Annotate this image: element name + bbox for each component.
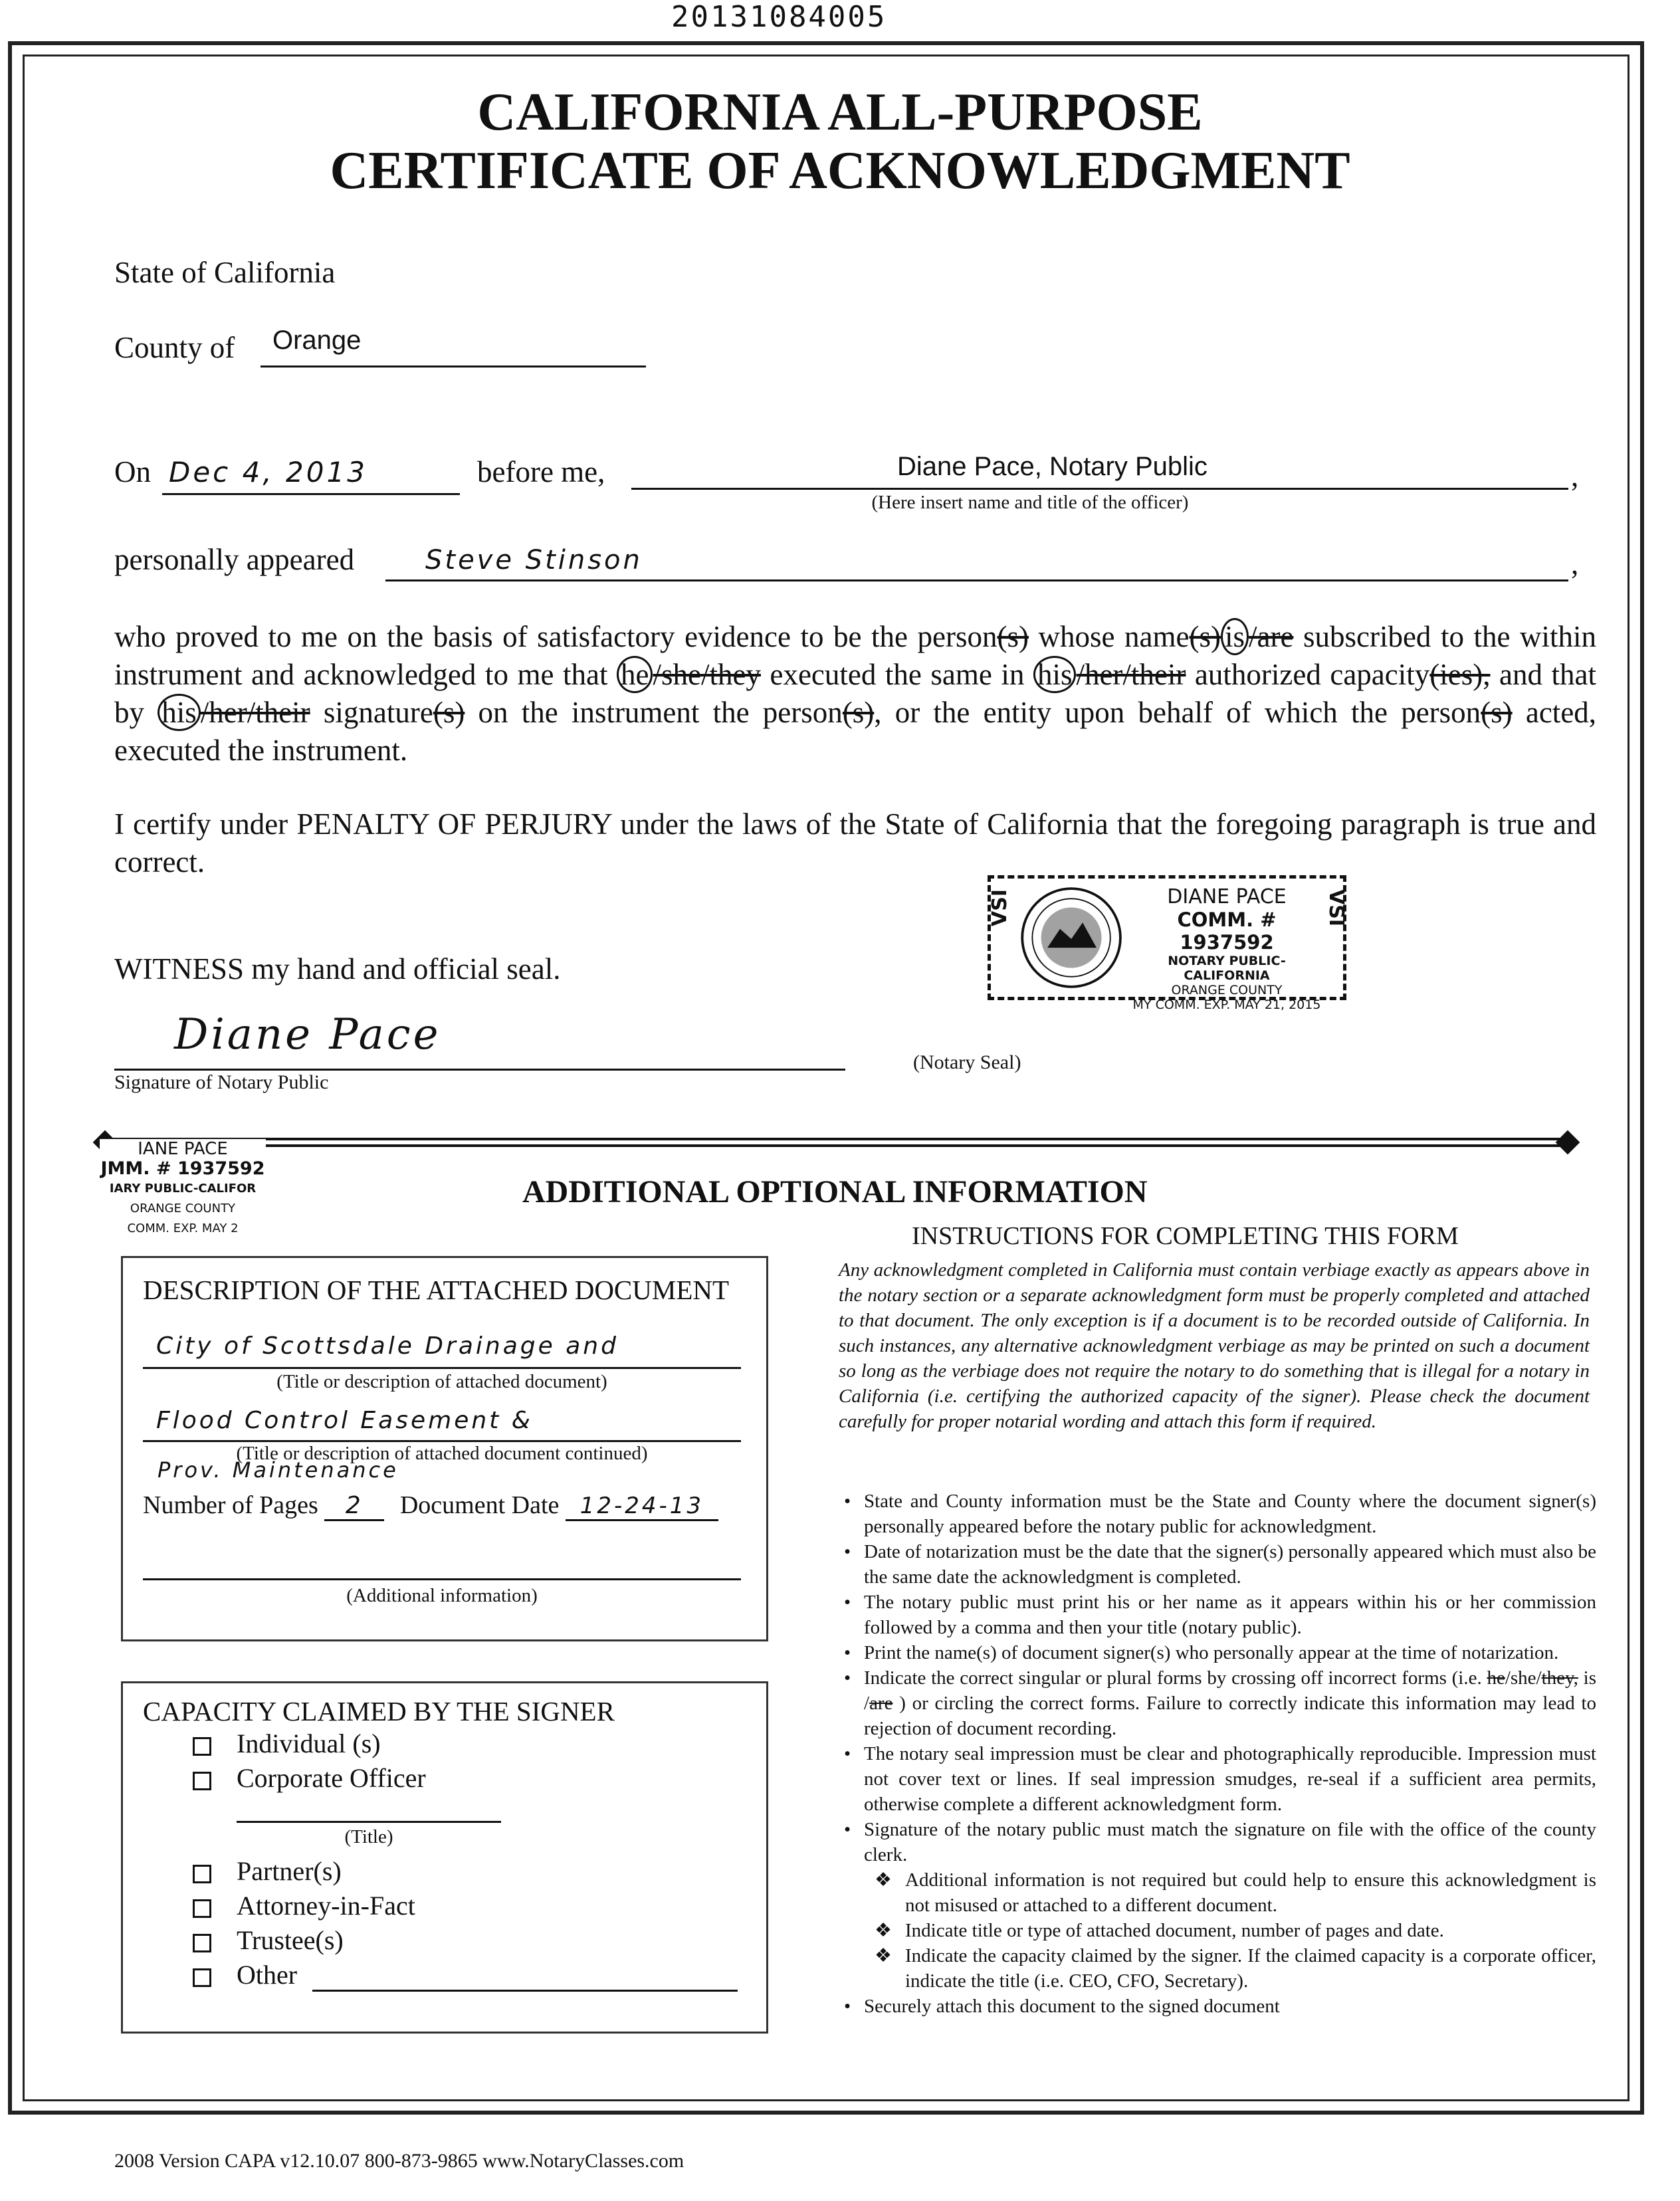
circled-he: he (617, 656, 653, 693)
bullet-7: • Signature of the notary public must match the signature on file with the office of the county clerk. (839, 1817, 1596, 1867)
sub-bullet-1: ❖ Additional information is not required but could help to ensure this acknowledgment is not misused or attached to a different document. (875, 1869, 1596, 1916)
signer-field[interactable] (385, 538, 1568, 581)
comma-2: , (1571, 547, 1579, 580)
bullet-6: • The notary seal impression must be clear and photographically reproducible. Impression must not cover text or lines. If seal impression smudges, re-seal if a sufficient area permits, otherwise complete a different acknowledgment form. (839, 1741, 1596, 1817)
before-me-label: before me, (477, 455, 605, 488)
description-hint-1: (Title or description of attached document) (276, 1371, 607, 1392)
section-divider (106, 1138, 1568, 1147)
bullet-2: • Date of notarization must be the date that the signer(s) personally appeared which must also be the same date the acknowledgment is completed. (839, 1539, 1596, 1590)
county-value: Orange (272, 326, 362, 355)
partial-seal-stamp: IANE PACE JMM. # 1937592 IARY PUBLIC-CALIFOR ORANGE COUNTY COMM. EXP. MAY 2 (100, 1139, 266, 1239)
county-field[interactable] (261, 323, 646, 367)
appeared-label: personally appeared (114, 543, 355, 576)
capacity-option-corporate[interactable]: Corporate Officer (193, 1762, 426, 1794)
circled-his-2: his (158, 694, 201, 731)
witness-label: WITNESS my hand and official seal. (114, 952, 561, 986)
footer-version: 2008 Version CAPA v12.10.07 800-873-9865 www.NotaryClasses.com (114, 2150, 684, 2172)
instructions-list (839, 1489, 1596, 2019)
bullet-1: • State and County information must be the State and County where the document signer(s) personally appeared before the notary public for acknowledgment. (839, 1489, 1596, 1539)
bullet-4: • Print the name(s) of document signer(s) who personally appear at the time of notarization. (839, 1640, 1596, 1665)
officer-hint: (Here insert name and title of the officer) (871, 492, 1189, 513)
instructions-heading: INSTRUCTIONS FOR COMPLETING THIS FORM (912, 1222, 1459, 1250)
description-hint-2: (Title or description of attached document continued) (236, 1443, 648, 1464)
recording-number: 20131084005 (671, 0, 887, 34)
checkbox-other[interactable] (193, 1968, 211, 1987)
description-line-3: Prov. Maintenance (158, 1457, 399, 1483)
state-label: State of California (114, 256, 336, 289)
notary-seal-stamp (988, 875, 1348, 1012)
capacity-option-attorney[interactable]: Attorney-in-Fact (193, 1890, 415, 1921)
on-label: On (114, 455, 151, 488)
seal-comm: COMM. # 1937592 (1177, 908, 1277, 954)
bullet-3: • The notary public must print his or her name as it appears within his or her commission followed by a comma and then your title (notary public). (839, 1590, 1596, 1640)
signer-handwritten: Steve Stinson (425, 545, 643, 576)
date-handwritten: Dec 4, 2013 (169, 456, 368, 488)
title-hint: (Title) (344, 1826, 393, 1847)
signature-label: Signature of Notary Public (114, 1071, 329, 1093)
proof-paragraph: who proved to me on the basis of satisfactory evidence to be the person(s) whose name(s) is /are subscribed to the within instrument and acknowledged to me that he /she/they executed the same in his /her/their authorized capacity(ies), and that by his /her/their signature(s) on the instrument the person(s), or the entity upon behalf of which the person(s) acted, executed the instrument. (114, 618, 1596, 770)
additional-info-line[interactable] (143, 1550, 741, 1580)
notary-signature-line[interactable] (114, 1010, 845, 1071)
officer-field[interactable] (631, 447, 1568, 490)
sub-bullet-2: ❖ Indicate title or type of attached document, number of pages and date. (875, 1920, 1444, 1941)
circled-is: is (1221, 618, 1249, 655)
title-line-1: CALIFORNIA ALL-PURPOSE (477, 83, 1203, 142)
capacity-title: CAPACITY CLAIMED BY THE SIGNER (143, 1696, 615, 1727)
circled-his-1: his (1033, 656, 1077, 693)
checkbox-trustee[interactable] (193, 1934, 211, 1952)
bullet-5: • Indicate the correct singular or plural forms by crossing off incorrect forms (i.e. he/she/they, is /are ) or circling the correct forms. Failure to correctly indicate this information may lead to rejection of document recording. (839, 1665, 1596, 1741)
corporate-title-line[interactable] (237, 1801, 501, 1823)
county-label: County of (114, 331, 235, 364)
capacity-option-partner[interactable]: Partner(s) (193, 1855, 342, 1887)
seal-side-right: VSI (1324, 889, 1348, 926)
seal-name: DIANE PACE (1167, 885, 1287, 908)
sub-bullet-3: ❖ Indicate the capacity claimed by the signer. If the claimed capacity is a corporate officer, indicate the title (i.e. CEO, CFO, Secretary). (875, 1945, 1596, 1992)
seal-side-left: VSI (988, 889, 1011, 926)
bullet-8: • Securely attach this document to the signed document (839, 1994, 1596, 2019)
seal-expires: MY COMM. EXP. MAY 21, 2015 (1132, 997, 1321, 1012)
pages-field[interactable]: 2 (324, 1492, 384, 1521)
notary-signature: Diane Pace (174, 1010, 441, 1059)
perjury-paragraph: I certify under PENALTY OF PERJURY under the laws of the State of California that the foregoing paragraph is true and correct. (114, 807, 1596, 879)
additional-heading: ADDITIONAL OPTIONAL INFORMATION (522, 1174, 1148, 1209)
instructions-body: Any acknowledgment completed in California must contain verbiage exactly as appears above in the notary section or a separate acknowledgment form must be properly completed and attached to that document. The only exception is if a document is to be recorded outside of California. In such instances, any alternative acknowledgment verbiage as may be printed on such a document so long as the verbiage does not require the notary to do something that is illegal for a notary in California (i.e. certifying the authorized capacity of the signer). Please check the document carefully for proper notarial wording and attach this form if required. (839, 1259, 1590, 1432)
checkbox-corporate[interactable] (193, 1772, 211, 1790)
seal-county: ORANGE COUNTY (1171, 983, 1283, 997)
checkbox-attorney[interactable] (193, 1899, 211, 1918)
additional-info-hint: (Additional information) (346, 1585, 538, 1606)
seal-line3: NOTARY PUBLIC-CALIFORNIA (1168, 954, 1286, 983)
description-line-2[interactable]: Flood Control Easement & (143, 1404, 741, 1442)
description-box (121, 1256, 768, 1641)
officer-value: Diane Pace, Notary Public (897, 452, 1208, 481)
capacity-option-other[interactable]: Other (193, 1959, 297, 1990)
description-line-1[interactable]: City of Scottsdale Drainage and (143, 1331, 741, 1369)
pages-row (143, 1491, 718, 1521)
date-label: Document Date (399, 1491, 560, 1519)
other-line[interactable] (312, 1960, 738, 1992)
doc-date-field[interactable]: 12-24-13 (566, 1493, 718, 1521)
checkbox-individual[interactable] (193, 1737, 211, 1756)
capacity-option-individual[interactable]: Individual (s) (193, 1728, 381, 1759)
description-title: DESCRIPTION OF THE ATTACHED DOCUMENT (143, 1275, 730, 1305)
checkbox-partner[interactable] (193, 1865, 211, 1883)
title-line-2: CERTIFICATE OF ACKNOWLEDGMENT (330, 142, 1350, 200)
capacity-option-trustee[interactable]: Trustee(s) (193, 1925, 344, 1956)
notary-seal-label: (Notary Seal) (913, 1051, 1021, 1073)
date-field[interactable] (162, 452, 460, 495)
comma-1: , (1571, 459, 1579, 492)
pages-label: Number of Pages (143, 1491, 318, 1519)
